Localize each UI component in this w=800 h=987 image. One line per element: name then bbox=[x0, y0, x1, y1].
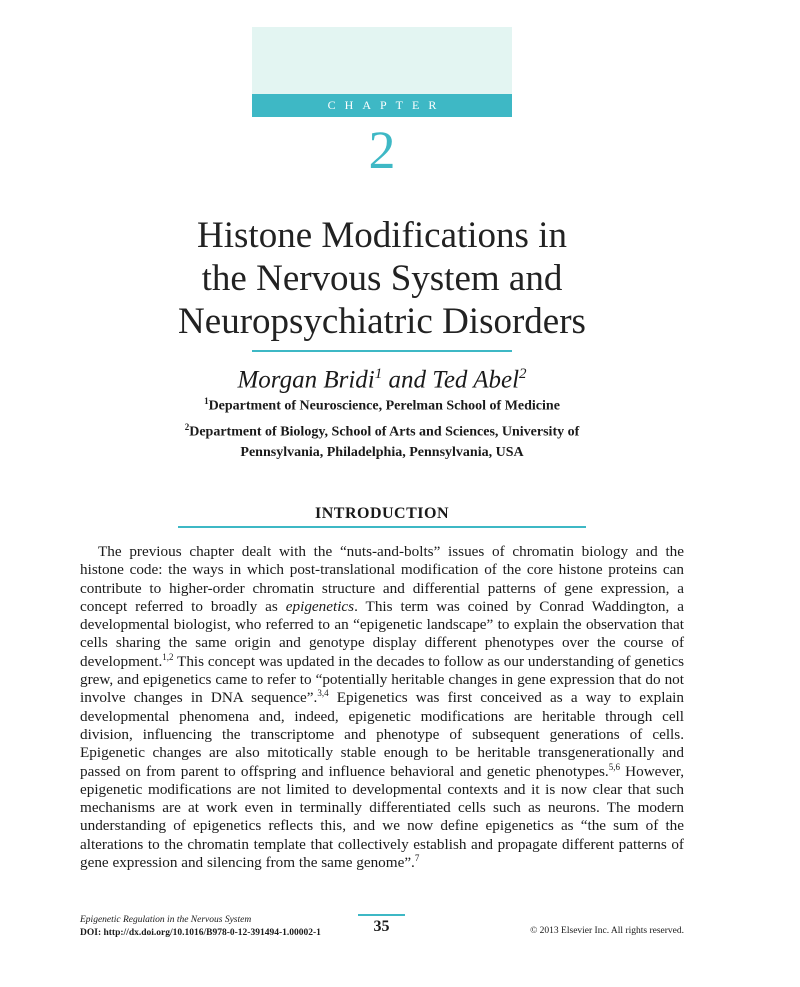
page-number: 35 bbox=[373, 918, 390, 935]
author-affiliation-mark: 1 bbox=[374, 366, 383, 382]
copyright-notice: © 2013 Elsevier Inc. All rights reserved. bbox=[530, 926, 684, 936]
chapter-header-box bbox=[252, 27, 512, 94]
affiliation-mark: 1 bbox=[204, 396, 209, 406]
affiliation-text: Department of Neuroscience, Perelman School of Medicine bbox=[208, 398, 560, 414]
affiliation-2-cont: Pennsylvania, Philadelphia, Pennsylvania, USA bbox=[240, 445, 524, 461]
footer-source bbox=[80, 914, 321, 940]
citation-ref: 1,2 bbox=[162, 651, 174, 662]
body-text-run: . This term was coined by Conrad Waddington, a developmental biologist, who referred to an “epigenetic landscape” to explain the observation that cells sharing the same origin and genotype display different phenotypes over the course of development. bbox=[80, 597, 684, 670]
page-number-rule bbox=[358, 914, 405, 916]
body-text-run: The previous chapter dealt with the “nuts-and-bolts” issues of chromatin biology and the histone code: the ways in which post-translational modification of the core histone proteins can contribute to higher-order chromatin structure and differential patterns of gene expression, a concept referred to broadly as bbox=[80, 543, 684, 615]
title-line-3: Neuropsychiatric Disorders bbox=[178, 301, 586, 342]
title-divider bbox=[252, 350, 512, 352]
affiliation-1 bbox=[100, 391, 664, 417]
chapter-title bbox=[100, 214, 664, 343]
title-line-2: the Nervous System and bbox=[201, 258, 563, 299]
body-text-run: Epigenetics was first conceived as a way to explain developmental phenomena and, indeed, epigenetic modifications are heritable through cell division, influencing the transcriptome and phenotype of subsequent generations of cells. Epigenetic changes are also mitotically stable enough to be heritable transgenerationally and passed on from parent to offspring and influence behavioral and genetic phenotypes. bbox=[80, 689, 684, 780]
affiliation-2 bbox=[100, 417, 664, 443]
chapter-label-bar bbox=[252, 94, 512, 117]
citation-ref: 3,4 bbox=[317, 688, 329, 699]
book-title: Epigenetic Regulation in the Nervous System bbox=[80, 915, 252, 925]
body-text-run: This concept was updated in the decades to follow as our understanding of genetics grew, and epigenetics came to refer to “potentially heritable changes in gene expression that do not involve changes in DNA sequence”. bbox=[80, 652, 684, 707]
chapter-label: CHAPTER bbox=[327, 98, 446, 112]
author-name: Morgan Bridi bbox=[237, 366, 375, 394]
affiliation-text: Department of Biology, School of Arts and Sciences, University of bbox=[189, 424, 580, 440]
citation-ref: 7 bbox=[414, 852, 420, 863]
title-line-1: Histone Modifications in bbox=[197, 215, 567, 256]
affiliation-mark: 2 bbox=[184, 422, 190, 433]
body-text-run: However, epigenetic modifications are not limited to developmental contexts and it is now clear that such mechanisms are at work even in terminally differentiated cells such as neurons. The modern understanding of epigenetics reflects this, and we now define epigenetics as “the sum of the alterations to the chromatin template that collectively establish and propagate different patterns of gene expression and silencing from the same genome”. bbox=[80, 762, 684, 872]
author-conjunction: and bbox=[382, 366, 433, 394]
doi-link[interactable]: DOI: http://dx.doi.org/10.1016/B978-0-12-391494-1.00002-1 bbox=[80, 928, 321, 938]
chapter-number: 2 bbox=[368, 120, 396, 180]
affiliation-list bbox=[100, 391, 664, 464]
author-name: Ted Abel bbox=[432, 366, 520, 394]
emphasis-term: epigenetics bbox=[285, 597, 355, 615]
body-paragraph bbox=[80, 543, 684, 872]
section-heading: INTRODUCTION bbox=[314, 505, 449, 522]
section-divider bbox=[178, 526, 586, 528]
citation-ref: 5,6 bbox=[608, 761, 620, 772]
author-affiliation-mark: 2 bbox=[519, 366, 527, 382]
